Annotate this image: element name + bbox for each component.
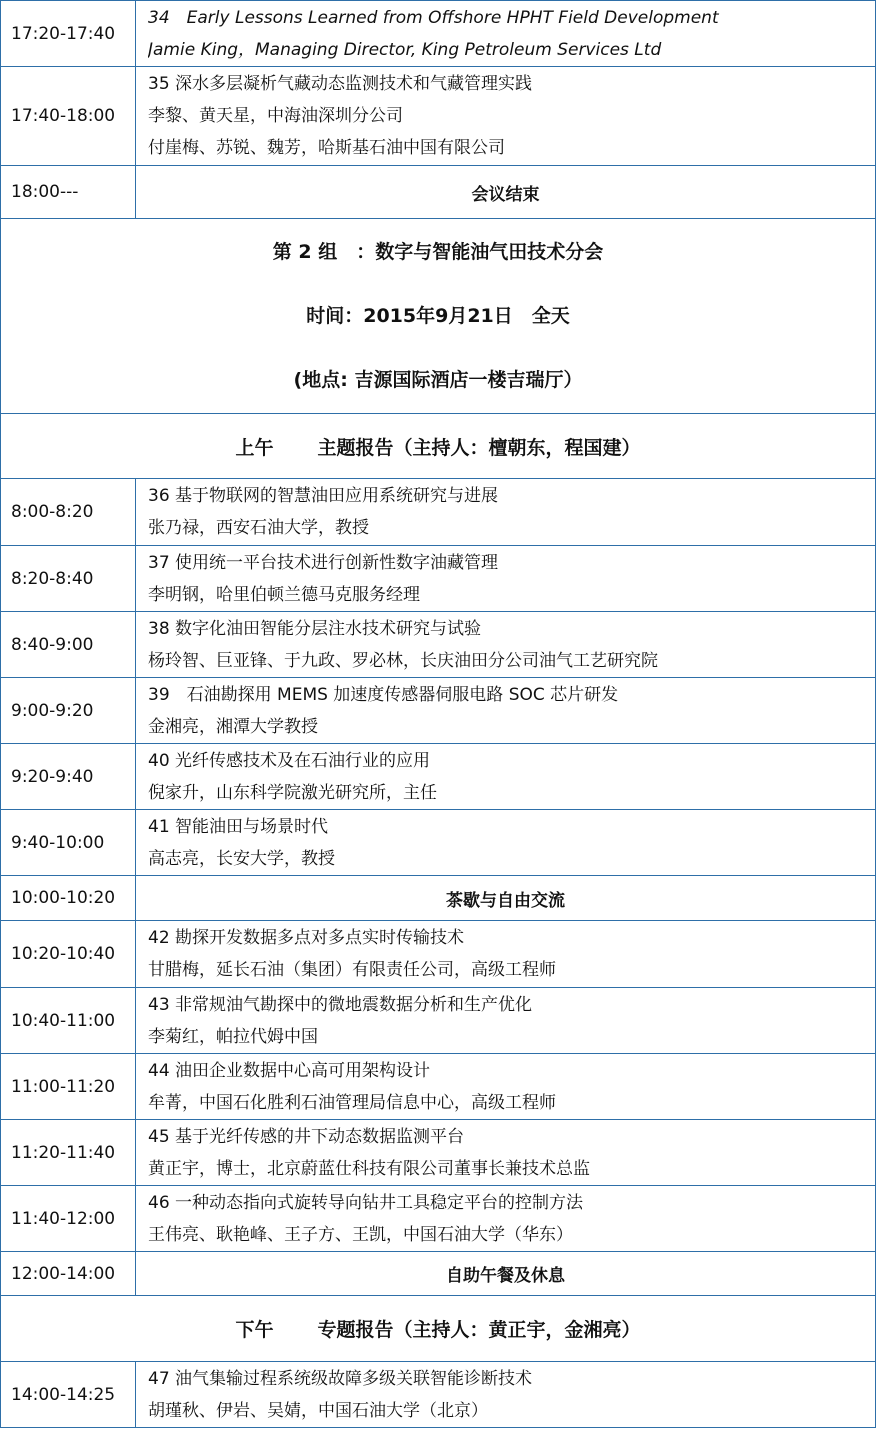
talk-cell [136, 921, 876, 988]
schedule-row [1, 876, 876, 921]
time-cell: 18:00--- [1, 166, 136, 219]
talk-speaker: 杨玲智、巨亚锋、于九政、罗必林，长庆油田分公司油气工艺研究院 [148, 650, 658, 671]
talk-speaker: 李菊红，帕拉代姆中国 [148, 1026, 318, 1047]
talk-cell [136, 1054, 876, 1120]
session-header-line: 时间：2015年9月21日 全天 [306, 305, 570, 327]
schedule-row [1, 414, 876, 479]
talk-cell [136, 67, 876, 166]
schedule-row [1, 166, 876, 219]
talk-cell [136, 1362, 876, 1428]
time-cell: 14:00-14:25 [1, 1362, 136, 1428]
talk-cell [136, 1120, 876, 1186]
time-cell: 8:40-9:00 [1, 612, 136, 678]
talk-speaker: 高志亮，长安大学，教授 [148, 848, 335, 869]
time-cell: 8:00-8:20 [1, 479, 136, 546]
talk-speaker: 李黎、黄天星，中海油深圳分公司 [148, 106, 403, 126]
time-cell: 17:20-17:40 [1, 1, 136, 67]
schedule-row [1, 546, 876, 612]
time-cell: 11:40-12:00 [1, 1186, 136, 1252]
schedule-row [1, 67, 876, 166]
talk-title: 40 光纤传感技术及在石油行业的应用 [148, 750, 431, 771]
section-period: 下午 [235, 1319, 274, 1341]
time-cell: 9:00-9:20 [1, 678, 136, 744]
talk-title: 41 智能油田与场景时代 [148, 816, 329, 837]
talk-speaker: 王伟亮、耿艳峰、王子方、王凯，中国石油大学（华东） [148, 1224, 573, 1245]
talk-title: 44 油田企业数据中心高可用架构设计 [148, 1060, 431, 1081]
talk-title: 46 一种动态指向式旋转导向钻井工具稳定平台的控制方法 [148, 1192, 584, 1213]
time-cell: 11:00-11:20 [1, 1054, 136, 1120]
talk-speaker: 牟菁，中国石化胜利石油管理局信息中心，高级工程师 [148, 1092, 556, 1113]
schedule-row [1, 810, 876, 876]
talk-speaker: 李明钢，哈里伯顿兰德马克服务经理 [148, 584, 420, 605]
schedule-row [1, 1054, 876, 1120]
talk-speaker: 胡瑾秋、伊岩、吴婧，中国石油大学（北京） [148, 1400, 488, 1421]
talk-title: 36 基于物联网的智慧油田应用系统研究与进展 [148, 486, 499, 506]
talk-speaker: 张乃禄，西安石油大学，教授 [148, 518, 369, 538]
break-cell: 会议结束 [136, 166, 876, 219]
talk-cell [136, 988, 876, 1054]
schedule-row [1, 988, 876, 1054]
schedule-row [1, 612, 876, 678]
schedule-body [1, 1, 876, 1428]
schedule-row [1, 1, 876, 67]
section-header [1, 1296, 876, 1362]
schedule-row [1, 479, 876, 546]
schedule-row [1, 1362, 876, 1428]
time-cell: 17:40-18:00 [1, 67, 136, 166]
talk-title: 34 Early Lessons Learned from Offshore HPHT Field Development [148, 7, 719, 28]
section-period: 上午 [235, 436, 274, 459]
talk-cell [136, 479, 876, 546]
time-cell: 11:20-11:40 [1, 1120, 136, 1186]
talk-title: 42 勘探开发数据多点对多点实时传输技术 [148, 928, 465, 948]
talk-title: 47 油气集输过程系统级故障多级关联智能诊断技术 [148, 1368, 533, 1389]
break-cell: 茶歇与自由交流 [136, 876, 876, 921]
talk-speaker: Jamie King，Managing Director, King Petroleum Services Ltd [148, 39, 662, 60]
talk-title: 43 非常规油气勘探中的微地震数据分析和生产优化 [148, 994, 533, 1015]
talk-speaker: 甘腊梅，延长石油（集团）有限责任公司，高级工程师 [148, 960, 556, 980]
time-cell: 10:20-10:40 [1, 921, 136, 988]
talk-speaker: 黄正宇，博士，北京蔚蓝仕科技有限公司董事长兼技术总监 [148, 1158, 590, 1179]
talk-title: 39 石油勘探用 MEMS 加速度传感器伺服电路 SOC 芯片研发 [148, 684, 619, 705]
time-cell: 12:00-14:00 [1, 1252, 136, 1296]
talk-cell [136, 612, 876, 678]
session-header-line: 第 2 组 ：数字与智能油气田技术分会 [272, 241, 604, 263]
schedule-row [1, 744, 876, 810]
talk-speaker: 倪家升，山东科学院激光研究所，主任 [148, 782, 437, 803]
section-title: 主题报告（主持人：檀朝东，程国建） [317, 436, 641, 459]
time-cell: 8:20-8:40 [1, 546, 136, 612]
talk-cell [136, 744, 876, 810]
talk-cell [136, 810, 876, 876]
talk-speaker: 付崖梅、苏锐、魏芳，哈斯基石油中国有限公司 [148, 138, 505, 158]
talk-title: 37 使用统一平台技术进行创新性数字油藏管理 [148, 552, 499, 573]
talk-speaker: 金湘亮，湘潭大学教授 [148, 716, 318, 737]
schedule-row [1, 1296, 876, 1362]
schedule-row [1, 219, 876, 414]
talk-cell [136, 1, 876, 67]
talk-title: 45 基于光纤传感的井下动态数据监测平台 [148, 1126, 465, 1147]
talk-cell [136, 546, 876, 612]
talk-title: 38 数字化油田智能分层注水技术研究与试验 [148, 618, 482, 639]
schedule-row [1, 1252, 876, 1296]
schedule-row [1, 678, 876, 744]
time-cell: 10:00-10:20 [1, 876, 136, 921]
talk-cell [136, 1186, 876, 1252]
time-cell: 9:20-9:40 [1, 744, 136, 810]
schedule-row [1, 1120, 876, 1186]
schedule-row [1, 1186, 876, 1252]
section-header [1, 414, 876, 479]
break-cell: 自助午餐及休息 [136, 1252, 876, 1296]
section-title: 专题报告（主持人：黄正宇，金湘亮） [317, 1319, 641, 1341]
time-cell: 10:40-11:00 [1, 988, 136, 1054]
talk-title: 35 深水多层凝析气藏动态监测技术和气藏管理实践 [148, 74, 533, 94]
schedule-row [1, 921, 876, 988]
session-header [1, 219, 876, 414]
session-header-line: (地点: 吉源国际酒店一楼吉瑞厅） [293, 369, 583, 391]
talk-cell [136, 678, 876, 744]
time-cell: 9:40-10:00 [1, 810, 136, 876]
